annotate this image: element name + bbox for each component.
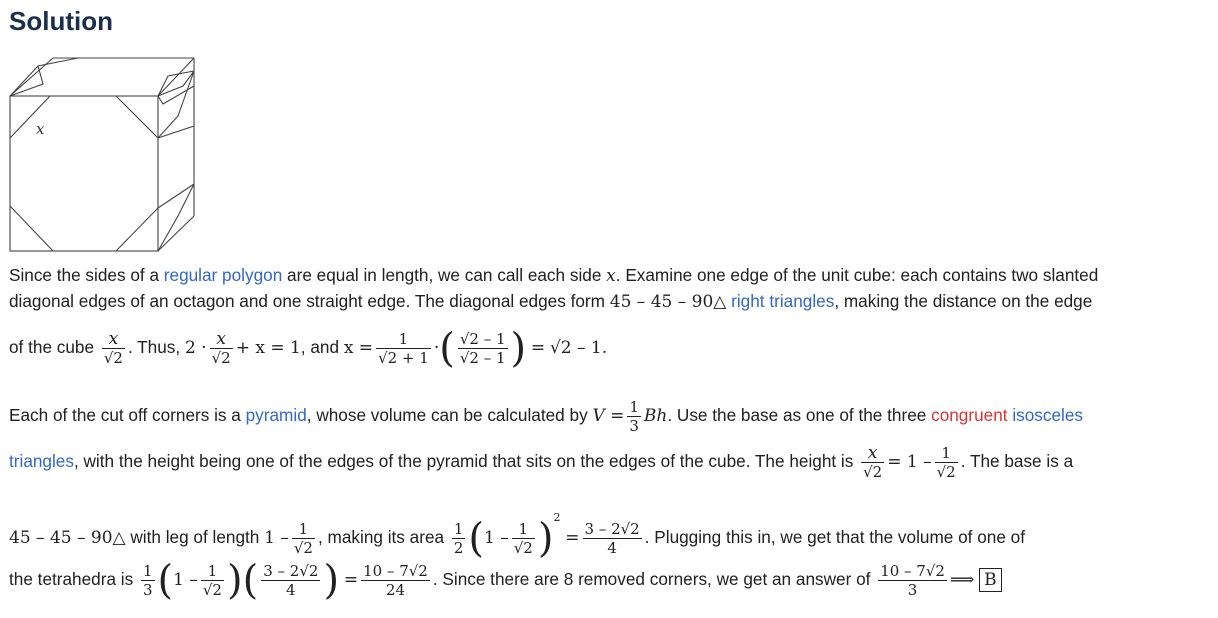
paragraph-2-line-3: 45 – 45 – 90△ with leg of length 1 – $\frac{1}{√2}$ , making its area $\frac{1}{2}$ (1 – $\frac{1}{√2}$ )$^2$ = $\frac{3 - 2√2}{4}$ . Plugging this in, we get that the volume of one of	[9, 511, 1026, 562]
paragraph-2-line-4: the tetrahedra is $\frac{1}{3}$ (1 – $\frac{1}{√2}$ )( $\frac{3 - 2√2}{4}$ ) = $\frac{10 - 7√2}{24}$ . Since there are 8 removed corners, we get an answer of $\frac{10 - 7√2}{3}$ ⟹ B	[9, 552, 1208, 607]
page-title: Solution	[9, 6, 113, 36]
paragraph-2: Each of the cut off corners is a pyramid, whose volume can be calculated by V = $\frac{1}{3}$ Bh. Use the base as one of the three congruent isosceles	[9, 397, 1084, 435]
side-label: x	[36, 120, 45, 138]
fraction-volume: $\frac{10 - 7√2}{24}$	[363, 561, 428, 599]
fraction-leg: $\frac{1}{√2}$	[293, 519, 313, 557]
fraction-area: $\frac{3 - 2√2}{4}$	[584, 519, 640, 557]
fraction-x-over-sqrt2-b: $\frac{x}{√2}$	[211, 328, 231, 367]
paragraph-1-line-2: diagonal edges of an octagon and one straight edge. The diagonal edges form 45 – 45 – 90△ right triangles, making the distance on the edge	[9, 291, 1093, 312]
cube-front-face	[10, 96, 158, 251]
paragraph-2-line-2: triangles, with the height being one of the edges of the pyramid that sits on the edges of the cube. The height is $\frac{x}{√2}$ = 1 – $\frac{1}{√2}$ . The base is a	[9, 442, 1074, 481]
fraction-height: $\frac{x}{√2}$	[863, 442, 883, 481]
paragraph-1-line-3: of the cube $\frac{x}{√2}$ . Thus, 2 · $\frac{x}{√2}$ + x = 1, and x = $\frac{1}{√2 + 1}$ ·( $\frac{√2 - 1}{√2 - 1}$ ) = √2 – 1.	[9, 325, 608, 372]
fraction-x-over-sqrt2: $\frac{x}{√2}$	[103, 328, 123, 367]
triangles-link[interactable]: triangles	[9, 451, 74, 471]
pyramid-link[interactable]: pyramid	[245, 405, 307, 425]
truncated-cube-figure	[8, 56, 198, 256]
fraction-one-over-sqrt2-plus-1: $\frac{1}{√2 + 1}$	[378, 329, 429, 367]
fraction-answer: $\frac{10 - 7√2}{3}$	[880, 561, 945, 599]
fraction-half: $\frac{1}{2}$	[453, 519, 464, 557]
answer-box: B	[979, 568, 1002, 592]
fraction-one-third: $\frac{1}{3}$	[629, 397, 639, 435]
right-triangles-link[interactable]: right triangles	[731, 291, 835, 311]
fraction-one-over-sqrt2: $\frac{1}{√2}$	[936, 443, 956, 481]
isosceles-link[interactable]: isosceles	[1012, 405, 1084, 425]
congruent-link[interactable]: congruent	[931, 405, 1008, 425]
paragraph-1: Since the sides of a regular polygon are equal in length, we can call each side x. Examine one edge of the unit cube: each contains two slanted	[9, 265, 1099, 286]
regular-polygon-link[interactable]: regular polygon	[163, 265, 283, 285]
fraction-conjugate: $\frac{√2 - 1}{√2 - 1}$	[459, 329, 506, 367]
